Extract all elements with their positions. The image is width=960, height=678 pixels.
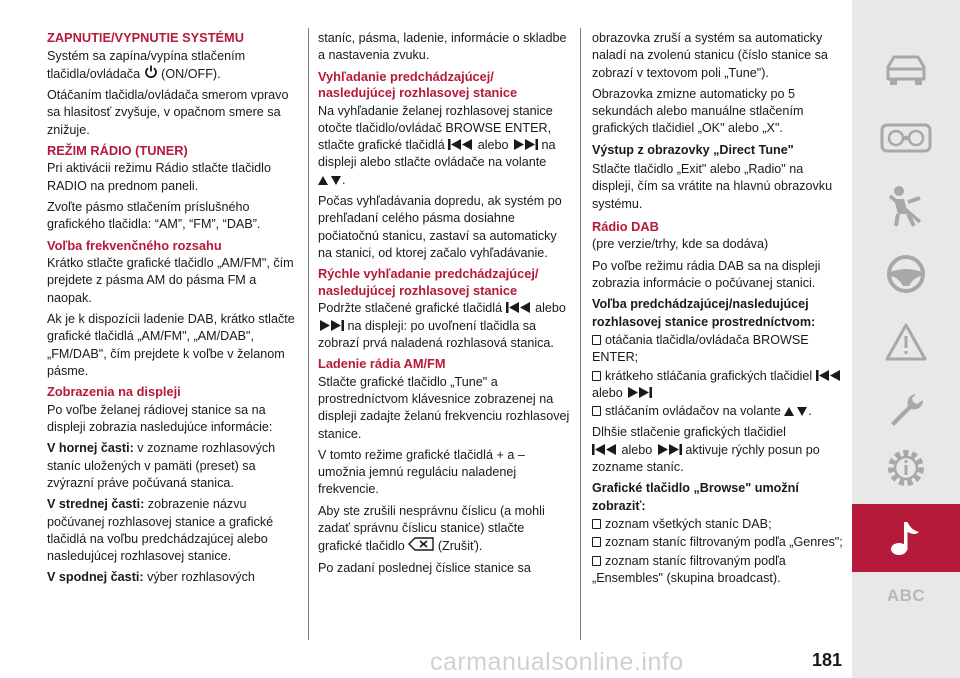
- paragraph: V strednej časti: zobrazenie názvu počúvanej rozhlasovej stanice a grafické tlačidlá na voľbu predchádzajúcej alebo nasledujúcej rozhlasovej stanice.: [47, 497, 274, 564]
- paragraph: (pre verzie/trhy, kde sa dodáva): [592, 237, 769, 252]
- info-gear-icon: [885, 447, 927, 489]
- seat-belt-person-icon: [886, 184, 926, 228]
- list-item: krátkeho stláčania grafických tlačidiel alebo: [592, 368, 844, 403]
- previous-track-icon: [816, 370, 842, 381]
- paragraph: Systém sa zapína/vypína stlačením tlačidla/ovládača (ON/OFF).: [47, 48, 246, 81]
- paragraph: Dlhšie stlačenie grafických tlačidiel alebo aktivuje rýchly posun po zozname staníc.: [592, 425, 820, 475]
- column-divider: [580, 28, 581, 640]
- list-item: otáčania tlačidla/ovládača BROWSE ENTER;: [592, 332, 809, 365]
- bullet-box-icon: [592, 371, 601, 381]
- paragraph: Zvoľte pásmo stlačením príslušného grafického tlačidla: “AM”, “FM”, “DAB”.: [47, 200, 261, 232]
- paragraph: Stlačte tlačidlo „Exit" alebo „Radio" na displeji, čím sa vrátite na hlavnú obrazovku systému.: [592, 162, 833, 211]
- paragraph-bold: Voľba predchádzajúcej/nasledujúcej rozhlasovej stanice prostredníctvom:: [592, 297, 816, 329]
- watermark: carmanualsonline.info: [430, 648, 684, 676]
- sidebar-item-vehicle[interactable]: [852, 36, 960, 104]
- paragraph: Otáčaním tlačidla/ovládača smerom vpravo sa hlasitosť zvyšuje, v opačnom smere sa znižuje.: [47, 88, 289, 137]
- paragraph: Ak je k dispozícii ladenie DAB, krátko stlačte grafické tlačidlá „AM/FM", „AM/DAB", „FM/DAB", čím prejdete k voľbe v želanom pásme.: [47, 312, 295, 378]
- paragraph: obrazovka zruší a systém sa automaticky naladí na zvolenú stanicu (číslo stanice sa zobrazí v textovom poli „Tune").: [592, 31, 828, 80]
- paragraph-bold: Výstup z obrazovky „Direct Tune": [592, 142, 794, 157]
- column-2: [318, 30, 570, 581]
- column-1: [47, 30, 299, 591]
- sidebar-item-index[interactable]: ABC: [886, 586, 926, 605]
- power-icon: [144, 65, 158, 79]
- paragraph: Po zadaní poslednej číslice stanice sa: [318, 560, 531, 575]
- paragraph-bold: Grafické tlačidlo „Browse" umožní zobraziť:: [592, 481, 799, 513]
- heading-display-views: Zobrazenia na displeji: [47, 384, 181, 400]
- list-item: zoznam staníc filtrovaným podľa „Genres";: [592, 534, 844, 551]
- steering-wheel-icon: [885, 253, 927, 295]
- paragraph: V spodnej časti: výber rozhlasových: [47, 570, 255, 585]
- paragraph: Po voľbe režimu rádia DAB sa na displeji zobrazia informácie o počúvanej stanici.: [592, 258, 821, 291]
- bullet-box-icon: [592, 556, 601, 566]
- bullet-box-icon: [592, 537, 601, 547]
- sidebar-item-technical-data[interactable]: [852, 434, 960, 502]
- previous-track-icon: [592, 444, 618, 455]
- bullet-box-icon: [592, 406, 601, 416]
- next-track-icon: [318, 320, 344, 331]
- sidebar-item-warnings[interactable]: [852, 308, 960, 376]
- backspace-icon: [408, 537, 434, 551]
- paragraph: Krátko stlačte grafické tlačidlo „AM/FM", čím prejdete z pásma AM do pásma FM a naopak.: [47, 256, 294, 305]
- paragraph: Pri aktivácii režimu Rádio stlačte tlačidlo RADIO na prednom paneli.: [47, 161, 271, 193]
- list-item: stláčaním ovládačov na volante .: [592, 403, 844, 420]
- sidebar-item-safety[interactable]: [852, 172, 960, 240]
- list-item: zoznam staníc filtrovaným podľa „Ensembles" (skupina broadcast).: [592, 553, 786, 585]
- next-track-icon: [626, 387, 652, 398]
- paragraph: Obrazovka zmizne automaticky po 5 sekundách alebo manuálne stlačením grafických tlačidiel „OK" alebo „X".: [592, 86, 804, 136]
- music-note-icon: [889, 518, 923, 558]
- paragraph: Podržte stlačené grafické tlačidlá alebo na displeji: po uvoľnení tlačidla sa zobrazí prvá naladená rozhlasová stanica.: [318, 301, 566, 350]
- sidebar-item-driving[interactable]: [852, 240, 960, 308]
- sidebar-item-multimedia[interactable]: [852, 504, 960, 572]
- previous-track-icon: [506, 302, 532, 313]
- sidebar-item-instruments[interactable]: [852, 104, 960, 172]
- up-down-arrows-icon: [318, 175, 342, 185]
- paragraph: Po voľbe želanej rádiovej stanice sa na displeji zobrazia nasledujúce informácie:: [47, 402, 273, 435]
- paragraph: V tomto režime grafické tlačidlá + a – umožnia jemnú reguláciu naladenej frekvencie.: [318, 447, 525, 497]
- column-3: [592, 30, 844, 588]
- paragraph: V hornej časti: v zozname rozhlasových staníc uložených v pamäti (preset) sa zvýrazní práve počúvaná stanica.: [47, 441, 276, 490]
- heading-power: ZAPNUTIE/VYPNUTIE SYSTÉMU: [47, 30, 244, 45]
- paragraph: Aby ste zrušili nesprávnu číslicu (a mohli zadať správnu číslicu stanice) stlačte grafické tlačidlo (Zrušiť).: [318, 503, 545, 554]
- page-number: 181: [812, 650, 843, 670]
- paragraph: Stlačte grafické tlačidlo „Tune" a prostredníctvom klávesnice zobrazenej na displeji zadajte želanú frekvenciu rozhlasovej stanice.: [318, 374, 570, 441]
- chapter-sidebar: [852, 0, 960, 678]
- heading-tuning: Ladenie rádia AM/FM: [318, 356, 446, 372]
- bullet-box-icon: [592, 335, 601, 345]
- car-icon: [882, 53, 930, 87]
- bullet-box-icon: [592, 519, 601, 529]
- heading-station-search: Vyhľadanie predchádzajúcej/ nasledujúcej rozhlasovej stanice: [318, 68, 518, 101]
- next-track-icon: [656, 444, 682, 455]
- paragraph: Počas vyhľadávania dopredu, ak systém po prehľadaní celého pásma dosiahne počiatočnú stanicu, zastaví sa automaticky na stanici, od ktorej začalo vyhľadávanie.: [318, 194, 562, 260]
- column-divider: [308, 28, 309, 640]
- heading-dab-radio: Rádio DAB: [592, 218, 659, 234]
- up-down-arrows-icon: [784, 406, 808, 416]
- paragraph: Na vyhľadanie želanej rozhlasovej stanice otočte tlačidlo/ovládač BROWSE ENTER, stlačte grafické tlačidlá alebo na displeji alebo stlačte ovládače na volante .: [318, 103, 556, 187]
- heading-band-selection: Voľba frekvenčného rozsahu: [47, 237, 222, 253]
- dashboard-gauges-icon: [880, 123, 932, 153]
- list-item: zoznam všetkých staníc DAB;: [592, 516, 844, 533]
- warning-triangle-icon: [884, 322, 928, 362]
- heading-fast-search: Rýchle vyhľadanie predchádzajúcej/ nasledujúcej rozhlasovej stanice: [318, 266, 539, 298]
- paragraph: staníc, pásma, ladenie, informácie o skladbe a nastavenia zvuku.: [318, 31, 567, 63]
- previous-track-icon: [448, 139, 474, 150]
- wrench-icon: [886, 390, 926, 430]
- heading-radio-mode: REŽIM RÁDIO (TUNER): [47, 142, 188, 158]
- next-track-icon: [512, 139, 538, 150]
